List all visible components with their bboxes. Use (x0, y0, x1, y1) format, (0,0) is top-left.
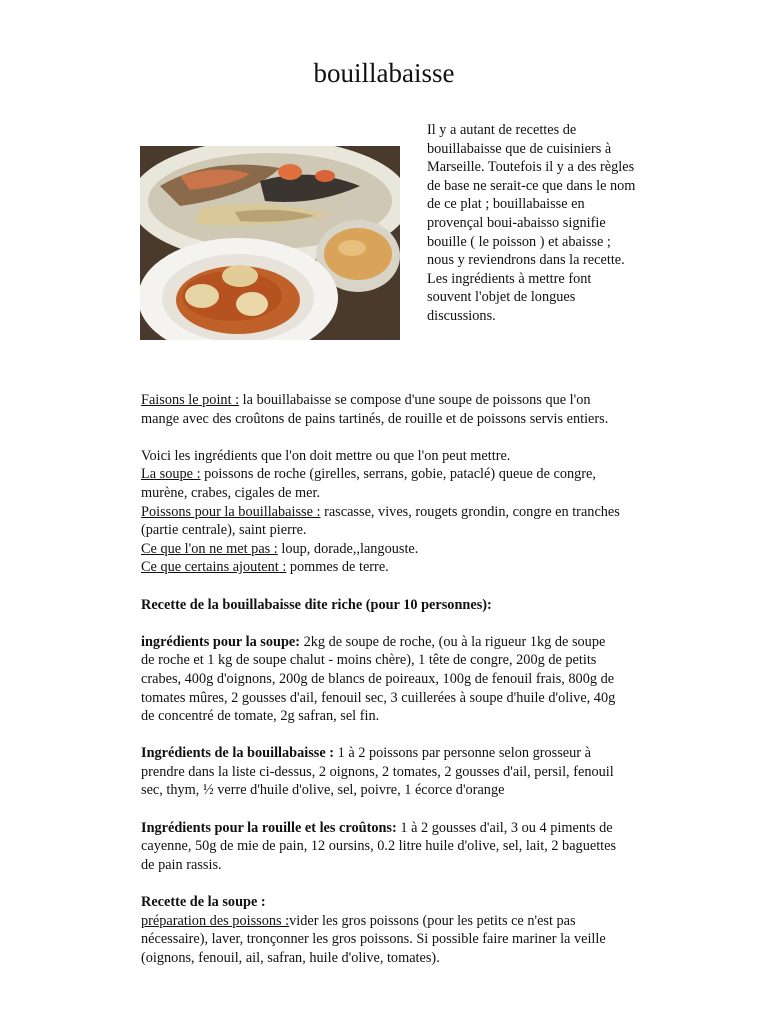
bouillabaisse-ingredients (141, 744, 621, 800)
list-text: poissons de roche (girelles, serrans, gobie, pataclé) queue de congre, murène, crabes, cigales de mer. (141, 466, 596, 501)
soup-ingredients-text: 2kg de soupe de roche, (ou à la rigueur 1kg de soupe de roche et 1 kg de soupe chalut - moins chère), 1 tête de congre, 200g de petits crabes, 400g d'oignons, 200g de blancs de poireaux, 100g de fenouil frais, 800g de tomates mûres, 2 gousses d'ail, fenouil sec, 3 cuillerées à soupe d'huile d'olive, 40g de concentré de tomate, 2g safran, sel fin. (141, 633, 616, 725)
list-item (141, 465, 621, 502)
rouille-ingredients (141, 819, 621, 875)
list-text: rascasse, vives, rougets grondin, congre en tranches (partie centrale), saint pierre. (141, 503, 620, 539)
list-text: loup, dorade,,langouste. (277, 540, 419, 557)
list-label: Ce que l'on ne met pas : (141, 540, 278, 557)
bouillabaisse-photo (140, 146, 400, 340)
list-label: Poissons pour la bouillabaisse : (141, 503, 321, 520)
rouille-ingredients-text: 1 à 2 gousses d'ail, 3 ou 4 piments de cayenne, 50g de mie de pain, 12 oursins, 0.2 litre huile d'olive, sel, lait, 2 baguettes de pain rassis. (141, 819, 617, 873)
list-item (141, 503, 621, 540)
recipe-heading: Recette de la bouillabaisse dite riche (pour 10 personnes): (141, 596, 492, 613)
bouillabaisse-ingredients-label: Ingrédients de la bouillabaisse : (141, 745, 335, 762)
list-item (141, 558, 621, 577)
rouille-ingredients-label: Ingrédients pour la rouille et les croûtons: (141, 819, 397, 836)
ingredients-intro: Voici les ingrédients que l'on doit mettre ou que l'on peut mettre. (141, 447, 511, 464)
fish-prep-text: vider les gros poissons (pour les petits ce n'est pas nécessaire), laver, tronçonner les gros poissons. Si possible faire mariner la veille (oignons, fenouil, ail, safran, huile d'olive, tomates). (141, 912, 606, 966)
list-label: La soupe : (141, 466, 201, 483)
bouillabaisse-ingredients-text: 1 à 2 poissons par personne selon grosseur à prendre dans la liste ci-dessus, 2 oignons, 2 tomates, 2 gousses d'ail, persil, fenouil sec, thym, ½ verre d'huile d'olive, sel, poivre, 1 écorce d'orange (141, 745, 614, 799)
list-text: pommes de terre. (286, 559, 389, 576)
page-title: bouillabaisse (313, 58, 455, 88)
soup-ingredients (141, 633, 621, 726)
list-item (141, 540, 621, 559)
bouillabaisse-photo-illustration (140, 146, 400, 340)
soup-ingredients-label: ingrédients pour la soupe: (141, 633, 301, 650)
list-label: Ce que certains ajoutent : (141, 559, 287, 576)
intro-paragraph: Il y a autant de recettes de bouillabaisse que de cuisiniers à Marseille. Toutefois il y a des règles de base ne serait-ce que dans le nom de ce plat ; bouillabaisse en provençal boui-abaisso signifie bouille ( le poisson ) et abaisse ; nous y reviendrons dans la recette. Les ingrédients à mettre font souvent l'objet de longues discussions. (427, 122, 636, 324)
point-text: la bouillabaisse se compose d'une soupe de poissons que l'on mange avec des croûtons de pains tartinés, de rouille et de poissons servis entiers. (141, 392, 609, 427)
point-paragraph (141, 391, 621, 428)
recipe-content (141, 391, 621, 967)
soup-recipe-heading: Recette de la soupe : (141, 894, 266, 911)
point-label: Faisons le point : (141, 392, 240, 408)
fish-prep-label: préparation des poissons : (141, 912, 290, 929)
fish-prep (141, 912, 621, 968)
